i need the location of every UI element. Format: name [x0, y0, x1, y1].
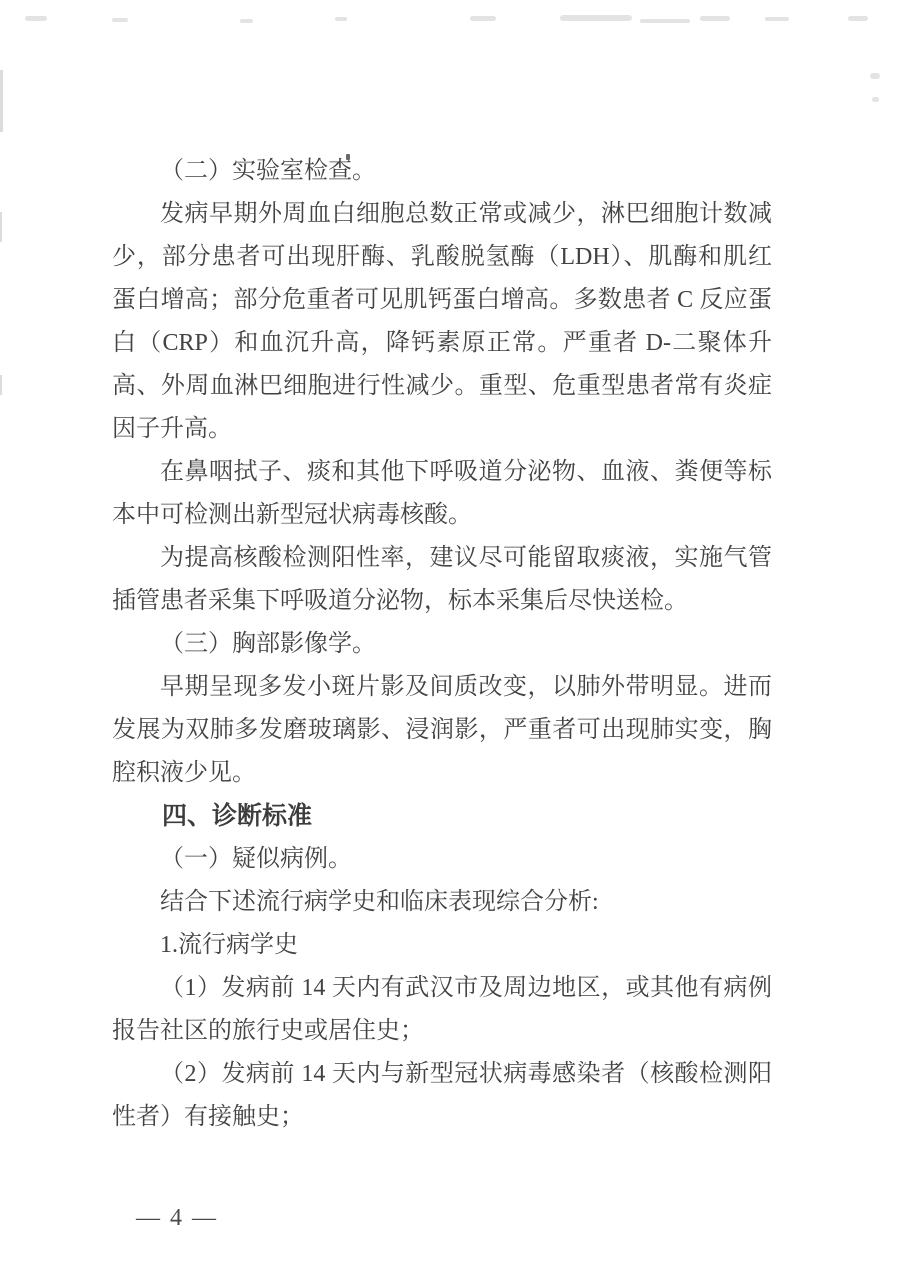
scan-artifact [335, 17, 347, 21]
page-number: — 4 — [136, 1205, 218, 1231]
paragraph-blood-findings: 发病早期外周血白细胞总数正常或减少，淋巴细胞计数减少，部分患者可出现肝酶、乳酸脱氢酶（LDH）、肌酶和肌红蛋白增高；部分危重者可见肌钙蛋白增高。多数患者 C 反应蛋白（CRP）和血沉升高，降钙素原正常。严重者 D-二聚体升高、外周血淋巴细胞进行性减少。重型、危重型患者常有炎症因子升高。 [112, 201, 772, 442]
scan-artifact [560, 15, 632, 21]
scan-artifact [640, 19, 690, 23]
scan-artifact [872, 97, 879, 102]
subsection-heading-chest-imaging: （三）胸部影像学。 [160, 631, 376, 657]
document-body [112, 150, 772, 1139]
scan-artifact [765, 17, 789, 21]
subsection-heading-lab-tests: （二）实验室检查。 [160, 158, 376, 184]
paragraph-sputum-recommendation: 为提高核酸检测阳性率，建议尽可能留取痰液，实施气管插管患者采集下呼吸道分泌物，标本采集后尽快送检。 [112, 545, 772, 614]
paragraph-epi-history-item-1: （1）发病前 14 天内有武汉市及周边地区，或其他有病例报告社区的旅行史或居住史； [112, 975, 772, 1044]
scan-artifact [25, 16, 47, 21]
scan-artifact [470, 16, 496, 21]
paragraph-epidemiology-heading: 1.流行病学史 [160, 932, 298, 958]
scan-artifact [870, 73, 880, 79]
scan-artifact [0, 212, 2, 242]
scan-artifact [848, 16, 868, 21]
paragraph-specimen-detection: 在鼻咽拭子、痰和其他下呼吸道分泌物、血液、粪便等标本中可检测出新型冠状病毒核酸。 [112, 459, 772, 528]
subsection-heading-suspected-case: （一）疑似病例。 [160, 846, 352, 872]
paragraph-imaging-findings: 早期呈现多发小斑片影及间质改变，以肺外带明显。进而发展为双肺多发磨玻璃影、浸润影，严重者可出现肺实变，胸腔积液少见。 [112, 674, 772, 786]
paragraph-analysis-intro: 结合下述流行病学史和临床表现综合分析: [160, 889, 599, 915]
scan-artifact [0, 375, 2, 395]
scan-artifact [0, 70, 3, 132]
section-heading-diagnostic-criteria: 四、诊断标准 [162, 802, 313, 830]
scan-artifact [112, 18, 128, 22]
paragraph-epi-history-item-2: （2）发病前 14 天内与新型冠状病毒感染者（核酸检测阳性者）有接触史； [112, 1061, 772, 1130]
scan-artifact [240, 19, 253, 23]
scan-artifact [700, 16, 730, 21]
